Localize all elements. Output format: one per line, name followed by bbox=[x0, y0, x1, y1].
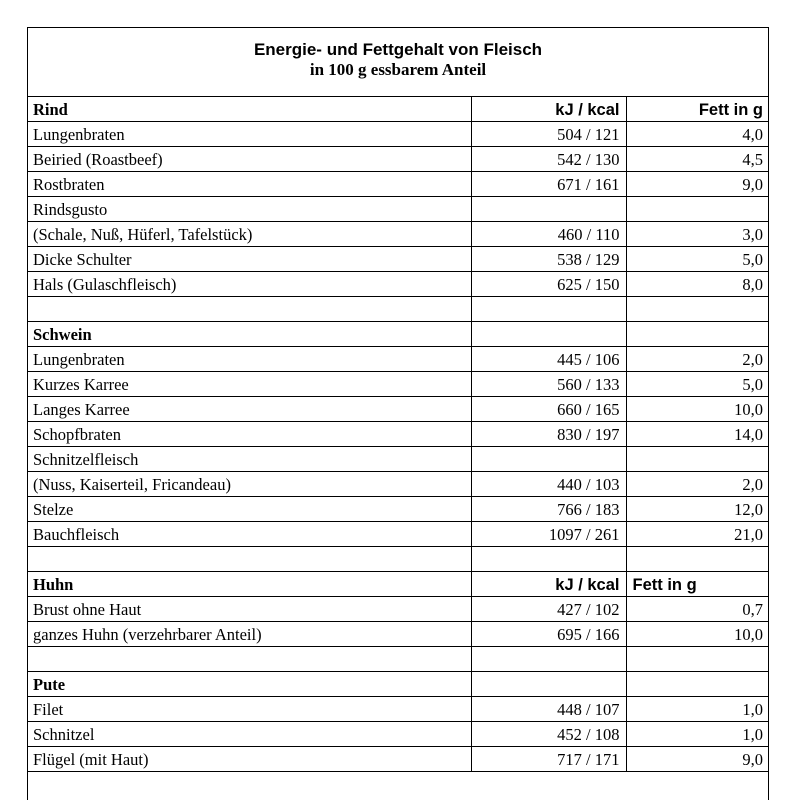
table-row bbox=[27, 372, 769, 397]
row-energy: 717 / 171 bbox=[471, 747, 626, 772]
table-row bbox=[27, 172, 769, 197]
table-row bbox=[27, 272, 769, 297]
row-fat: 21,0 bbox=[626, 522, 769, 547]
empty-cell bbox=[27, 547, 471, 572]
section-header-pute bbox=[27, 672, 769, 697]
section-name: Schwein bbox=[27, 322, 471, 347]
row-name: Bauchfleisch bbox=[27, 522, 471, 547]
row-energy: 440 / 103 bbox=[471, 472, 626, 497]
row-fat: 8,0 bbox=[626, 272, 769, 297]
section-name: Rind bbox=[27, 97, 471, 122]
row-energy: 625 / 150 bbox=[471, 272, 626, 297]
row-name: Filet bbox=[27, 697, 471, 722]
table-row bbox=[27, 347, 769, 372]
column-header-fat: Fett in g bbox=[626, 97, 769, 122]
row-energy: 560 / 133 bbox=[471, 372, 626, 397]
row-energy: 542 / 130 bbox=[471, 147, 626, 172]
empty-cell bbox=[471, 672, 626, 697]
row-name: Rindsgusto bbox=[27, 197, 471, 222]
row-energy: 448 / 107 bbox=[471, 697, 626, 722]
section-name: Huhn bbox=[27, 572, 471, 597]
row-name: Lungenbraten bbox=[27, 347, 471, 372]
row-energy: 695 / 166 bbox=[471, 622, 626, 647]
section-header-rind bbox=[27, 97, 769, 122]
row-fat: 1,0 bbox=[626, 722, 769, 747]
empty-cell bbox=[626, 547, 769, 572]
table-row bbox=[27, 747, 769, 772]
row-fat: 14,0 bbox=[626, 422, 769, 447]
table-title bbox=[28, 28, 768, 96]
row-name: Flügel (mit Haut) bbox=[27, 747, 471, 772]
row-energy: 830 / 197 bbox=[471, 422, 626, 447]
table-row bbox=[27, 197, 769, 222]
table-row bbox=[27, 697, 769, 722]
row-name: Schopfbraten bbox=[27, 422, 471, 447]
spacer-row bbox=[27, 647, 769, 672]
table-row bbox=[27, 447, 769, 472]
empty-cell bbox=[626, 297, 769, 322]
empty-cell bbox=[626, 672, 769, 697]
row-energy: 766 / 183 bbox=[471, 497, 626, 522]
section-name: Pute bbox=[27, 672, 471, 697]
row-fat bbox=[626, 447, 769, 472]
row-fat: 0,7 bbox=[626, 597, 769, 622]
row-name: Lungenbraten bbox=[27, 122, 471, 147]
section-header-huhn bbox=[27, 572, 769, 597]
empty-cell bbox=[471, 297, 626, 322]
row-fat: 1,0 bbox=[626, 697, 769, 722]
table-row bbox=[27, 122, 769, 147]
row-name: Schnitzelfleisch bbox=[27, 447, 471, 472]
row-name: Dicke Schulter bbox=[27, 247, 471, 272]
table-row bbox=[27, 247, 769, 272]
table-row bbox=[27, 222, 769, 247]
row-fat: 3,0 bbox=[626, 222, 769, 247]
row-energy bbox=[471, 447, 626, 472]
empty-cell bbox=[626, 647, 769, 672]
row-fat: 5,0 bbox=[626, 372, 769, 397]
row-name: Stelze bbox=[27, 497, 471, 522]
row-fat: 5,0 bbox=[626, 247, 769, 272]
row-fat: 9,0 bbox=[626, 747, 769, 772]
row-fat: 4,5 bbox=[626, 147, 769, 172]
nutrition-table-frame bbox=[27, 27, 769, 800]
column-header-energy: kJ / kcal bbox=[471, 572, 626, 597]
row-name: Beiried (Roastbeef) bbox=[27, 147, 471, 172]
section-header-schwein bbox=[27, 322, 769, 347]
empty-cell bbox=[27, 297, 471, 322]
table-row bbox=[27, 147, 769, 172]
row-fat: 2,0 bbox=[626, 472, 769, 497]
row-name: Rostbraten bbox=[27, 172, 471, 197]
title-line-2: in 100 g essbarem Anteil bbox=[309, 60, 487, 79]
row-name: Brust ohne Haut bbox=[27, 597, 471, 622]
row-name: Hals (Gulaschfleisch) bbox=[27, 272, 471, 297]
spacer-row bbox=[27, 297, 769, 322]
table-row bbox=[27, 622, 769, 647]
row-energy: 445 / 106 bbox=[471, 347, 626, 372]
spacer-row bbox=[27, 547, 769, 572]
row-name: Kurzes Karree bbox=[27, 372, 471, 397]
row-energy: 660 / 165 bbox=[471, 397, 626, 422]
empty-cell bbox=[471, 647, 626, 672]
row-fat: 12,0 bbox=[626, 497, 769, 522]
row-fat: 10,0 bbox=[626, 622, 769, 647]
row-energy: 671 / 161 bbox=[471, 172, 626, 197]
row-name: ganzes Huhn (verzehrbarer Anteil) bbox=[27, 622, 471, 647]
row-energy: 427 / 102 bbox=[471, 597, 626, 622]
row-fat: 4,0 bbox=[626, 122, 769, 147]
empty-cell bbox=[27, 647, 471, 672]
table-row bbox=[27, 397, 769, 422]
row-name: (Schale, Nuß, Hüferl, Tafelstück) bbox=[27, 222, 471, 247]
row-energy: 538 / 129 bbox=[471, 247, 626, 272]
row-fat: 9,0 bbox=[626, 172, 769, 197]
table-row bbox=[27, 522, 769, 547]
row-energy bbox=[471, 197, 626, 222]
title-line-1: Energie- und Fettgehalt von Fleisch bbox=[253, 40, 543, 59]
row-energy: 452 / 108 bbox=[471, 722, 626, 747]
row-fat: 10,0 bbox=[626, 397, 769, 422]
table-row bbox=[27, 722, 769, 747]
column-header-energy: kJ / kcal bbox=[471, 97, 626, 122]
row-energy: 1097 / 261 bbox=[471, 522, 626, 547]
table-row bbox=[27, 597, 769, 622]
table-row bbox=[27, 422, 769, 447]
row-name: (Nuss, Kaiserteil, Fricandeau) bbox=[27, 472, 471, 497]
table-row bbox=[27, 497, 769, 522]
empty-cell bbox=[626, 322, 769, 347]
row-energy: 460 / 110 bbox=[471, 222, 626, 247]
row-fat bbox=[626, 197, 769, 222]
column-header-fat: Fett in g bbox=[626, 572, 769, 597]
table-row bbox=[27, 472, 769, 497]
empty-cell bbox=[471, 322, 626, 347]
row-fat: 2,0 bbox=[626, 347, 769, 372]
empty-cell bbox=[471, 547, 626, 572]
row-name: Schnitzel bbox=[27, 722, 471, 747]
row-energy: 504 / 121 bbox=[471, 122, 626, 147]
row-name: Langes Karree bbox=[27, 397, 471, 422]
nutrition-table bbox=[27, 96, 769, 772]
